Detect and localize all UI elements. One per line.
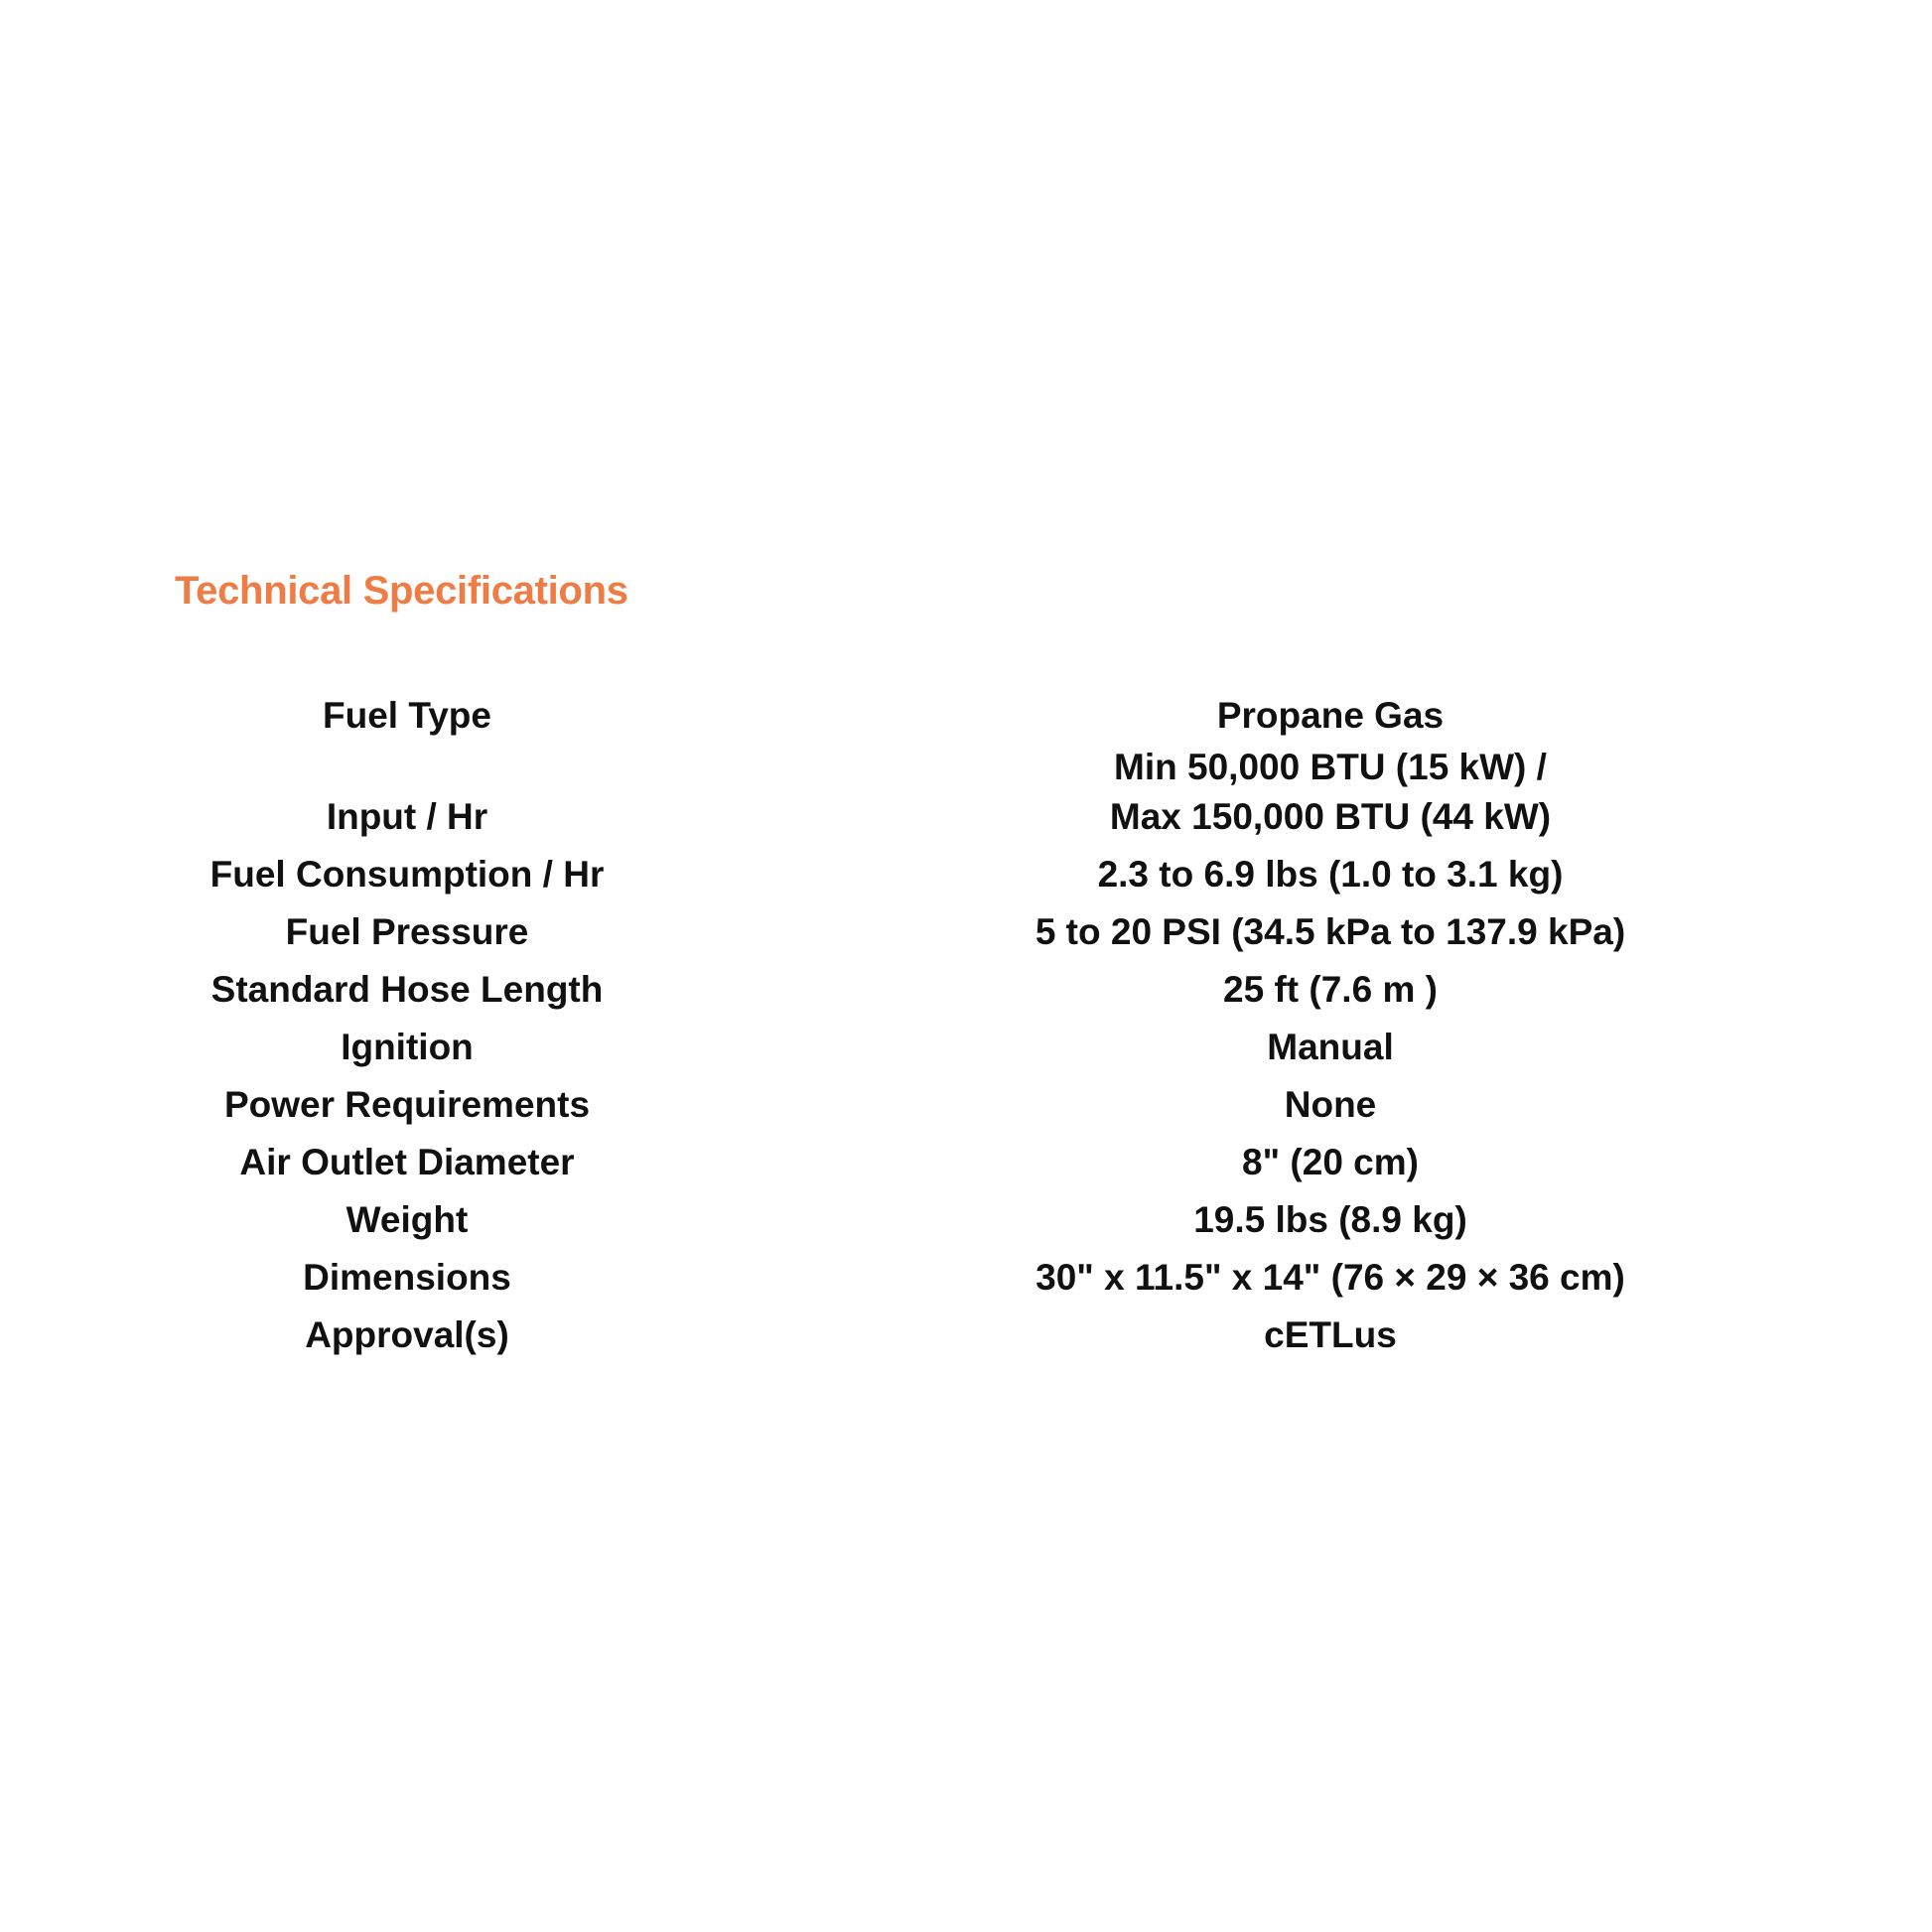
spec-label: Ignition: [341, 1027, 474, 1067]
spec-gap: [665, 1130, 884, 1187]
spec-label: Fuel Pressure: [285, 911, 529, 952]
spec-label: Dimensions: [303, 1257, 511, 1298]
spec-value: [884, 685, 1777, 741]
spec-value-line: Propane Gas: [1216, 695, 1445, 736]
spec-table: [149, 685, 1777, 1360]
spec-label: Input / Hr: [326, 796, 488, 837]
spec-label: Approval(s): [305, 1314, 509, 1355]
spec-value-line: 25 ft (7.6 m ): [1223, 969, 1438, 1010]
spec-value: [884, 1072, 1777, 1130]
spec-label: Air Outlet Diameter: [239, 1142, 575, 1182]
spec-label: Standard Hose Length: [210, 969, 604, 1010]
spec-gap: [665, 741, 884, 842]
spec-value-line: Max 150,000 BTU (44 kW): [1109, 796, 1552, 837]
spec-value-line: 30" x 11.5" x 14" (76 × 29 × 36 cm): [1035, 1257, 1625, 1298]
spec-row-air-outlet-diameter: [149, 1130, 1777, 1187]
spec-value-line: Min 50,000 BTU (15 kW) /: [1114, 747, 1547, 787]
spec-value: [884, 842, 1777, 899]
spec-value: [884, 1130, 1777, 1187]
spec-gap: [665, 899, 884, 957]
spec-row-fuel-type: [149, 685, 1777, 741]
spec-row-ignition: [149, 1015, 1777, 1072]
spec-gap: [665, 1072, 884, 1130]
spec-row-input-hr: [149, 741, 1777, 842]
spec-label: Fuel Type: [323, 695, 491, 736]
spec-row-power-requirements: [149, 1072, 1777, 1130]
spec-label: Weight: [345, 1199, 469, 1240]
spec-value: [884, 1245, 1777, 1303]
spec-gap: [665, 842, 884, 899]
spec-value: [884, 741, 1777, 842]
spec-gap: [665, 685, 884, 741]
spec-value-line: 2.3 to 6.9 lbs (1.0 to 3.1 kg): [1097, 854, 1564, 895]
spec-label: Power Requirements: [223, 1084, 591, 1125]
spec-row-fuel-pressure: [149, 899, 1777, 957]
spec-value: [884, 1303, 1777, 1360]
spec-value: [884, 1015, 1777, 1072]
spec-value-line: cETLus: [1264, 1314, 1397, 1355]
spec-row-approvals: [149, 1303, 1777, 1360]
spec-value-line: 8" (20 cm): [1242, 1142, 1419, 1182]
spec-gap: [665, 1245, 884, 1303]
spec-row-fuel-consumption: [149, 842, 1777, 899]
spec-row-hose-length: [149, 957, 1777, 1015]
spec-value: [884, 957, 1777, 1015]
section-title: Technical Specifications: [175, 569, 628, 613]
spec-row-dimensions: [149, 1245, 1777, 1303]
spec-label: Fuel Consumption / Hr: [209, 854, 605, 895]
spec-value: [884, 899, 1777, 957]
spec-gap: [665, 1187, 884, 1245]
spec-gap: [665, 1015, 884, 1072]
spec-value-line: 5 to 20 PSI (34.5 kPa to 137.9 kPa): [1035, 911, 1626, 952]
spec-value-line: Manual: [1267, 1027, 1394, 1067]
spec-value-line: None: [1284, 1084, 1377, 1125]
spec-gap: [665, 957, 884, 1015]
spec-gap: [665, 1303, 884, 1360]
spec-value: [884, 1187, 1777, 1245]
spec-row-weight: [149, 1187, 1777, 1245]
spec-value-line: 19.5 lbs (8.9 kg): [1193, 1199, 1467, 1240]
